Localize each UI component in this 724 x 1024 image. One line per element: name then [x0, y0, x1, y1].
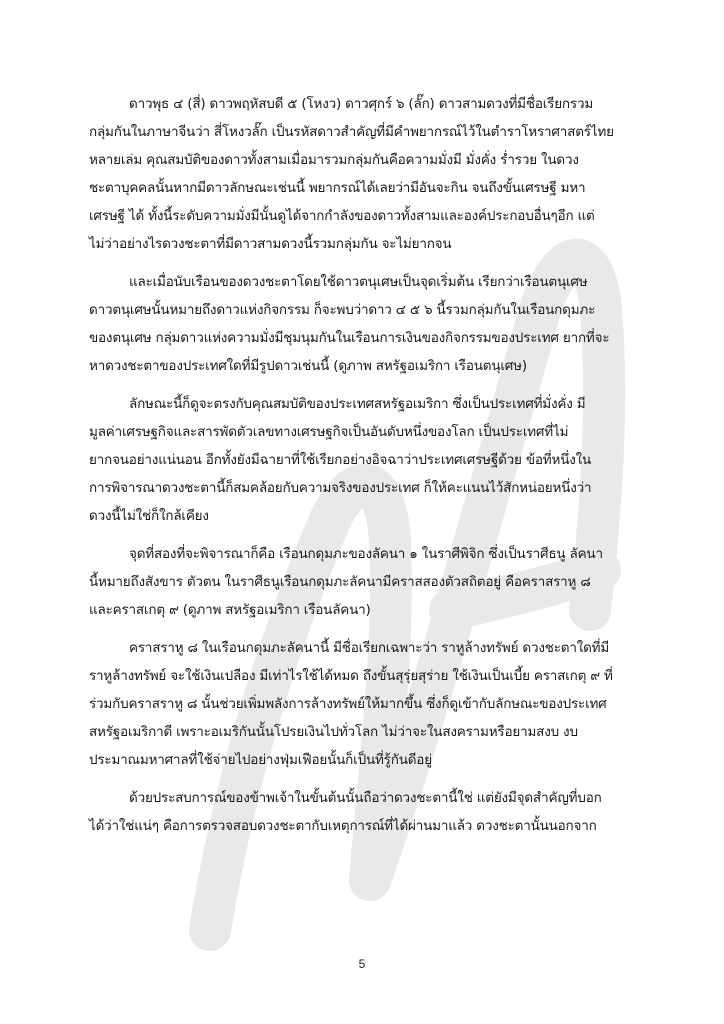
text-line: ไม่ว่าอย่างไรดวงชะตาที่มีดาวสามดวงนี้รวมกลุ่มกัน จะไม่ยากจน [89, 236, 452, 252]
text-line: หลายเล่ม คุณสมบัติของดาวทั้งสามเมื่อมารวมกลุ่มกันคือความมั่งมี มั่งคั่ง ร่ำรวย ในดวง [89, 152, 579, 168]
document-body [89, 90, 649, 840]
text-line: และคราสเกตุ ๙ (ดูภาพ สหรัฐอเมริกา เรือนลัคนา) [89, 602, 371, 618]
text-line: สหรัฐอเมริกาดี เพราะอเมริกันนั้นโปรยเงินไปทั่วโลก ไม่ว่าจะในสงครามหรือยามสงบ งบ [89, 724, 578, 740]
text-line: การพิจารณาดวงชะตานี้ก็สมคล้อยกับความจริงของประเทศ ก็ให้คะแนนไว้สักหน่อยหนึ่งว่า [89, 480, 592, 496]
text-line: ร่วมกับคราสราหู ๘ นั้นช่วยเพิ่มพลังการล้างทรัพย์ให้มากขึ้น ซึ่งก็ดูเข้ากับลักษณะของประเทศ [89, 696, 607, 712]
paragraph [89, 784, 649, 840]
page-number: 5 [358, 957, 366, 971]
paragraph [89, 634, 649, 774]
text-line: กลุ่มกันในภาษาจีนว่า สี่โหงวลั๊ก เป็นรหัสดาวสำคัญที่มีคำพยากรณ์ไว้ในตำราโหราศาสตร์ไทย [89, 124, 614, 140]
text-line: ได้ว่าใช่แน่ๆ คือการตรวจสอบดวงชะตากับเหตุการณ์ที่ได้ผ่านมาแล้ว ดวงชะตานั้นนอกจาก [89, 818, 597, 834]
text-line: มูลค่าเศรษฐกิจและสารพัดตัวเลขทางเศรษฐกิจเป็นอันดับหนึ่งของโลก เป็นประเทศที่ไม่ [89, 424, 569, 440]
text-line: ยากจนอย่างแน่นอน อีกทั้งยังมีฉายาที่ใช้เรียกอย่างอิจฉาว่าประเทศเศรษฐีด้วย ข้อที่หนึ่งใน [89, 452, 592, 468]
text-line: ชะตาบุคคลนั้นหากมีดาวลักษณะเช่นนี้ พยากรณ์ได้เลยว่ามีอันจะกิน จนถึงขั้นเศรษฐี มหา [89, 180, 586, 196]
text-line: หาดวงชะตาของประเทศใดที่มีรูปดาวเช่นนี้ (ดูภาพ สหรัฐอเมริกา เรือนตนุเศษ) [89, 358, 527, 374]
text-line: ด้วยประสบการณ์ของข้าพเจ้าในขั้นต้นนั้นถือว่าดวงชะตานี้ใช่ แต่ยังมีจุดสำคัญที่บอก [129, 790, 602, 806]
text-line: เศรษฐี ได้ ทั้งนี้ระดับความมั่งมีนั้นดูได้จากกำลังของดาวทั้งสามและองค์ประกอบอื่นๆอีก แต่ [89, 208, 595, 224]
text-line: ลักษณะนี้ก็ดูจะตรงกับคุณสมบัติของประเทศสหรัฐอเมริกา ซึ่งเป็นประเทศที่มั่งคั่ง มี [129, 396, 586, 412]
paragraph [89, 90, 649, 258]
text-line: ดวงนี้ไม่ใช่ก็ใกล้เคียง [89, 508, 209, 524]
text-line: ดาวพุธ ๔ (สี่) ดาวพฤหัสบดี ๕ (โหงว) ดาวศุกร์ ๖ (ลั๊ก) ดาวสามดวงที่มีชื่อเรียกรวม [129, 96, 594, 112]
text-line: และเมื่อนับเรือนของดวงชะตาโดยใช้ดาวตนุเศษเป็นจุดเริ่มต้น เรียกว่าเรือนตนุเศษ [129, 274, 588, 290]
text-line: นี้หมายถึงสังขาร ตัวตน ในราศีธนูเรือนกดุมภะลัคนามีคราสสองตัวสถิตอยู่ คือคราสราหู ๘ [89, 574, 591, 590]
paragraph [89, 540, 649, 624]
paragraph [89, 268, 649, 380]
text-line: จุดที่สองที่จะพิจารณาก็คือ เรือนกดุมภะของลัคนา ๑ ในราศีพิจิก ซึ่งเป็นราศีธนู ลัคนา [129, 546, 603, 562]
paragraph [89, 390, 649, 530]
text-line: ประมาณมหาศาลที่ใช้จ่ายไปอย่างฟุ่มเฟือยนั้นก็เป็นที่รู้กันดีอยู่ [89, 752, 432, 768]
text-line: ของตนุเศษ กลุ่มดาวแห่งความมั่งมีชุมนุมกันในเรือนการเงินของกิจกรรมของประเทศ ยากที่จะ [89, 330, 610, 346]
text-line: คราสราหู ๘ ในเรือนกดุมภะลัคนานี้ มีชื่อเรียกเฉพาะว่า ราหูล้างทรัพย์ ดวงชะตาใดที่มี [129, 640, 610, 656]
text-line: ดาวตนุเศษนั้นหมายถึงดาวแห่งกิจกรรม ก็จะพบว่าดาว ๔ ๕ ๖ นี้รวมกลุ่มกันในเรือนกดุมภะ [89, 302, 596, 318]
text-line: ราหูล้างทรัพย์ จะใช้เงินเปลือง มีเท่าไรใช้ได้หมด ถึงขั้นสุรุ่ยสุร่าย ใช้เงินเป็นเบี้ย คราสเกตุ ๙ ที่ [89, 668, 613, 684]
